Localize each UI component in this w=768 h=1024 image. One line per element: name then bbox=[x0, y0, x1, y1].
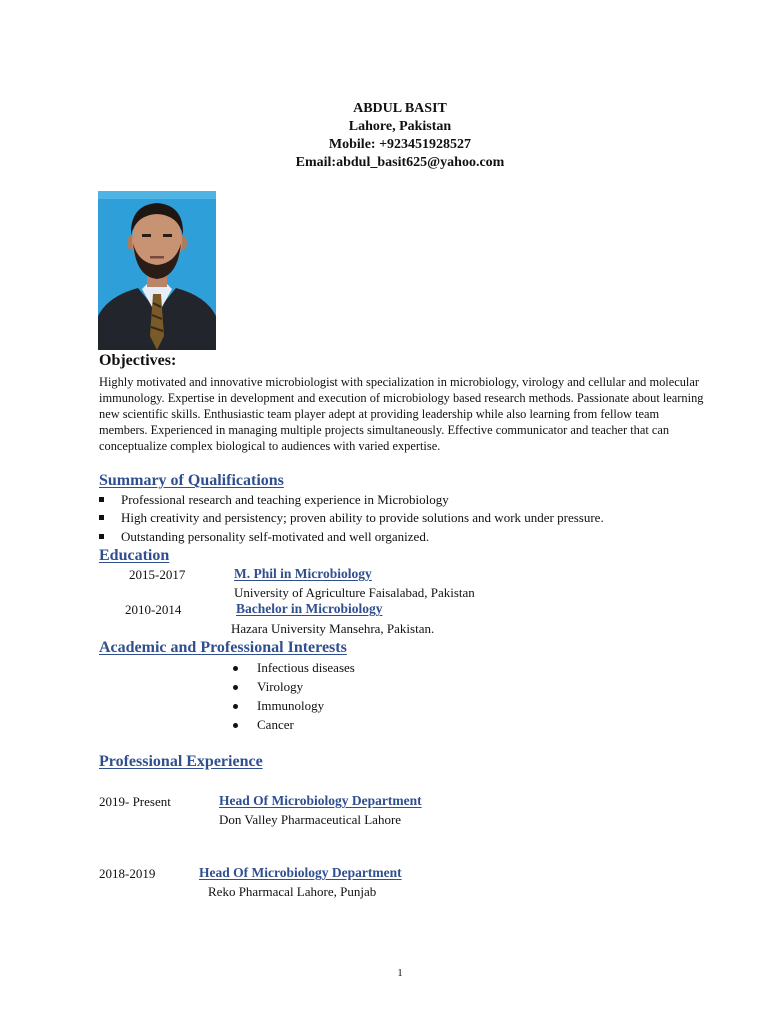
list-item: Infectious diseases bbox=[233, 659, 355, 678]
experience-years: 2019- Present bbox=[99, 794, 171, 809]
objectives-heading: Objectives: bbox=[99, 352, 177, 369]
education-degree: Bachelor in Microbiology bbox=[236, 601, 383, 616]
education-degree: M. Phil in Microbiology bbox=[234, 566, 372, 581]
experience-title: Head Of Microbiology Department bbox=[199, 865, 402, 880]
experience-title: Head Of Microbiology Department bbox=[219, 793, 422, 808]
candidate-location: Lahore, Pakistan bbox=[348, 119, 452, 134]
contact-header bbox=[0, 100, 768, 172]
education-years: 2015-2017 bbox=[129, 567, 186, 582]
candidate-email: Email:abdul_basit625@yahoo.com bbox=[295, 155, 505, 170]
page-number: 1 bbox=[397, 967, 403, 979]
experience-company: Don Valley Pharmaceutical Lahore bbox=[219, 812, 402, 827]
experience-years: 2018-2019 bbox=[99, 866, 156, 881]
interests-list bbox=[233, 659, 355, 735]
education-years: 2010-2014 bbox=[125, 602, 182, 617]
list-item: Outstanding personality self-motivated and well organized. bbox=[99, 528, 604, 546]
education-heading: Education bbox=[99, 547, 170, 564]
candidate-mobile: Mobile: +923451928527 bbox=[328, 137, 472, 152]
objectives-text: Highly motivated and innovative microbiologist with specialization in microbiology, virology and cellular and molecular immunology. Expertise in development and execution of microbiology based research methods. Passionate about learning new scientific skills. Enthusiastic team player adept at providing leadership while also learning from fellow team members. Experienced in managing multiple projects simultaneously. Effective communicator and teacher that can conceptualize complex biological to audiences with varied expertise. bbox=[99, 375, 704, 453]
education-institution: Hazara University Mansehra, Pakistan. bbox=[231, 621, 435, 636]
candidate-name: ABDUL BASIT bbox=[353, 101, 447, 116]
education-institution: University of Agriculture Faisalabad, Pakistan bbox=[234, 585, 475, 600]
experience-heading: Professional Experience bbox=[99, 753, 263, 770]
list-item: High creativity and persistency; proven ability to provide solutions and work under pressure. bbox=[99, 509, 604, 527]
list-item: Virology bbox=[233, 678, 355, 697]
list-item: Immunology bbox=[233, 697, 355, 716]
qualifications-list bbox=[99, 491, 604, 546]
qualifications-heading: Summary of Qualifications bbox=[99, 472, 284, 489]
list-item: Professional research and teaching experience in Microbiology bbox=[99, 491, 604, 509]
profile-photo bbox=[98, 191, 216, 350]
interests-heading: Academic and Professional Interests bbox=[99, 639, 347, 656]
list-item: Cancer bbox=[233, 716, 355, 735]
experience-company: Reko Pharmacal Lahore, Punjab bbox=[208, 884, 377, 899]
